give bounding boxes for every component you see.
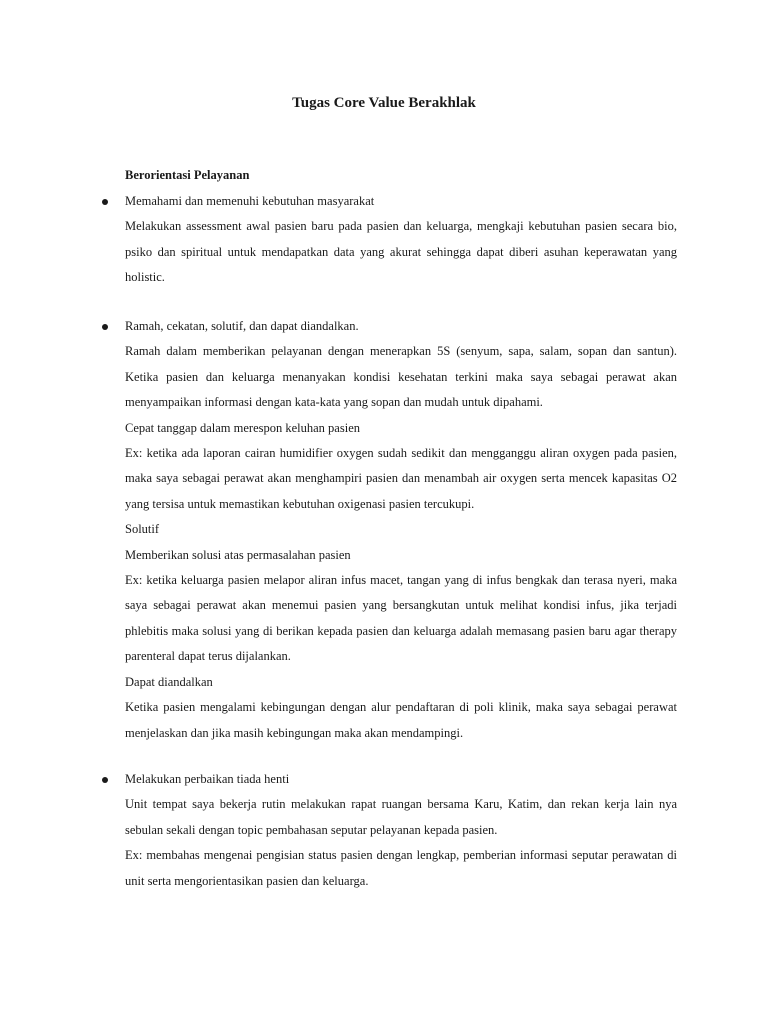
paragraph: Ketika pasien mengalami kebingungan dengan alur pendaftaran di poli klinik, maka saya sebagai perawat menjelaskan dan jika masih kebingungan maka akan mendampingi.	[125, 700, 677, 740]
paragraph: Unit tempat saya bekerja rutin melakukan rapat ruangan bersama Karu, Katim, dan rekan kerja lain nya sebulan sekali dengan topic pembahasan seputar pelayanan kepada pasien.	[125, 797, 677, 837]
paragraph: Ramah dalam memberikan pelayanan dengan menerapkan 5S (senyum, sapa, salam, sopan dan santun). Ketika pasien dan keluarga menanyakan kondisi kesehatan terkini maka saya sebagai perawat akan menyampaikan informasi dengan kata-kata yang sopan dan mudah untuk dipahami.	[125, 344, 677, 410]
paragraph: Solutif	[125, 522, 160, 537]
bullet-item: Memahami dan memenuhi kebutuhan masyarakat	[125, 194, 375, 208]
paragraph: Memberikan solusi atas permasalahan pasien	[125, 547, 351, 562]
section-3	[125, 767, 677, 894]
bullet-dot	[102, 324, 108, 330]
paragraph: Ex: ketika ada laporan cairan humidifier oxygen sudah sedikit dan mengganggu aliran oxygen pada pasien, maka saya sebagai perawat akan menghampiri pasien dan menambah air oxygen serta mencek kapasitas O2 yang tersisa untuk memastikan kebutuhan oxigenasi pasien tercukupi.	[125, 446, 677, 511]
bullet-item: Ramah, cekatan, solutif, dan dapat diandalkan.	[125, 319, 359, 333]
paragraph: Cepat tanggap dalam merespon keluhan pasien	[125, 420, 360, 435]
paragraph: Dapat diandalkan	[125, 674, 213, 689]
paragraph: Ex: ketika keluarga pasien melapor aliran infus macet, tangan yang di infus bengkak dan terasa nyeri, maka saya sebagai perawat akan menemui pasien yang bersangkutan untuk melihat kondisi infus, jika terjadi phlebitis maka solusi yang di berikan kepada pasien dan keluarga adalah memasang pasien baru agar therapy parenteral dapat terus dijalankan.	[125, 573, 677, 664]
section-1	[125, 189, 677, 291]
document-title: Tugas Core Value Berakhlak	[292, 95, 476, 111]
paragraph: Ex: membahas mengenai pengisian status pasien dengan lengkap, pemberian informasi seputar perawatan di unit serta mengorientasikan pasien dan keluarga.	[125, 848, 677, 888]
bullet-dot	[102, 777, 108, 783]
section-2	[125, 314, 677, 746]
section-heading: Berorientasi Pelayanan	[125, 168, 250, 182]
paragraph: Melakukan assessment awal pasien baru pada pasien dan keluarga, mengkaji kebutuhan pasien secara bio, psiko dan spiritual untuk mendapatkan data yang akurat sehingga dapat diberi asuhan keperawatan yang holistic.	[125, 219, 677, 285]
bullet-item: Melakukan perbaikan tiada henti	[125, 772, 290, 786]
bullet-dot	[102, 199, 108, 205]
